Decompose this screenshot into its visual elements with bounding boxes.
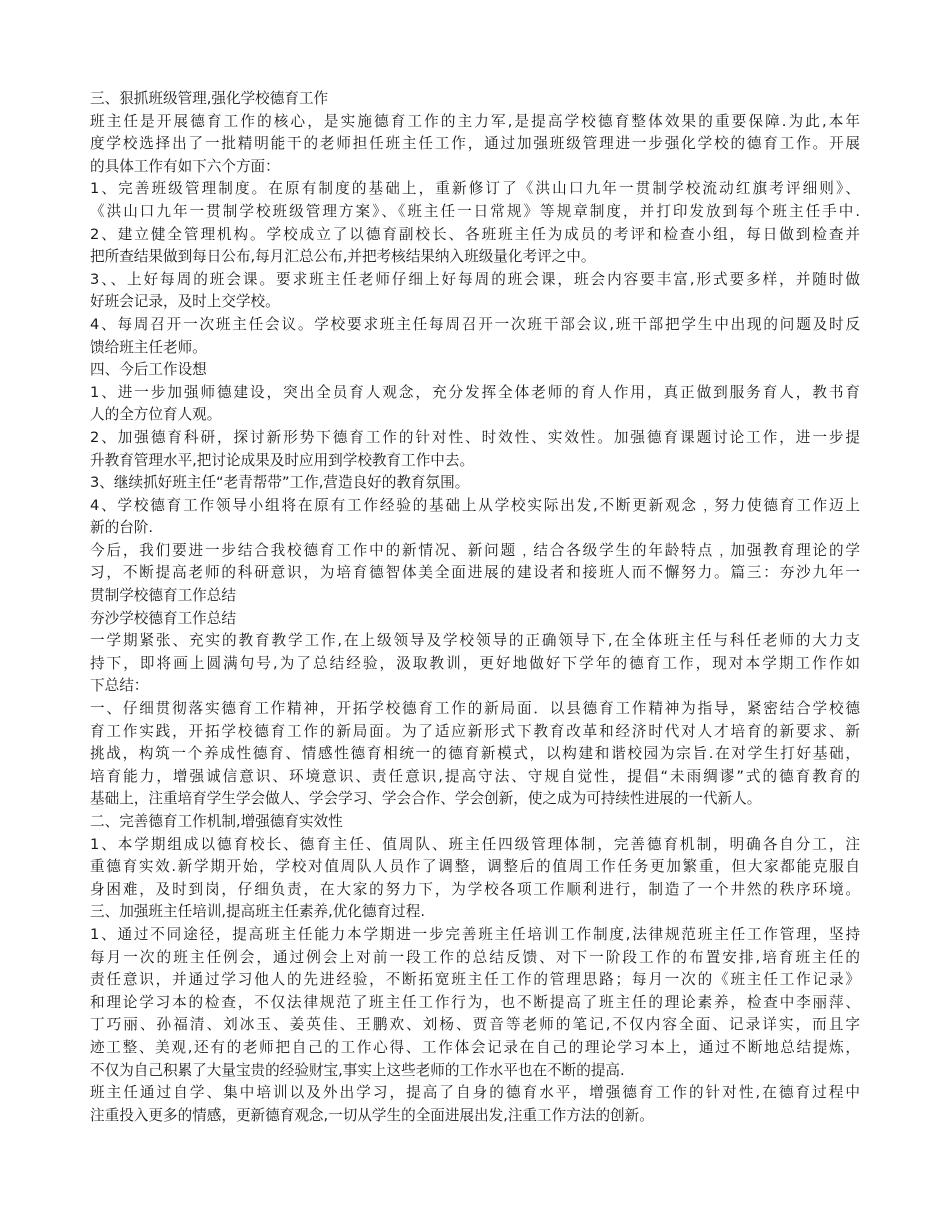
text-line: 下总结： — [90, 677, 149, 695]
text-line: 培育能力，增强诚信意识、环境意识、责任意识,提高守法、守规自觉性，提倡“未雨绸谬”式的德育教育的 — [90, 767, 860, 785]
text-line: 班主任是开展德育工作的核心，是实施德育工作的主力军,是提高学校德育整体效果的重要保障.为此,本年 — [90, 112, 860, 130]
text-line: 持下，即将画上圆满句号,为了总结经验，汲取教训，更好地做好下学年的德育工作，现对本学期工作作如 — [90, 654, 860, 672]
text-line: 2、建立健全管理机构。学校成立了以德育副校长、各班班主任为成员的考评和检查小组，每日做到检查并 — [90, 225, 860, 243]
text-line: 一、仔细贯彻落实德育工作精神，开拓学校德育工作的新局面．以县德育工作精神为指导，紧密结合学校德 — [90, 700, 860, 718]
text-line: 身困难，及时到岗，仔细负责，在大家的努力下，为学校各项工作顺利进行，制造了一个井然的秩序环境。 — [90, 880, 860, 898]
text-line: 挑战，构筑一个养成性德育、情感性德育相统一的德育新模式，以构建和谐校园为宗旨.在对学生打好基础， — [90, 745, 860, 763]
text-line: 馈给班主任老师。 — [90, 338, 207, 356]
text-line: 4、每周召开一次班主任会议。学校要求班主任每周召开一次班干部会议,班干部把学生中出现的问题及时反 — [90, 315, 860, 333]
text-line: 1、完善班级管理制度。在原有制度的基础上，重新修订了《洪山口九年一贯制学校流动红旗考评细则》、 — [90, 180, 860, 198]
text-line: 三、加强班主任培训,提高班主任素养,优化德育过程. — [90, 903, 425, 921]
text-line: 四、今后工作设想 — [90, 361, 207, 379]
text-line: 三、狠抓班级管理,强化学校德育工作 — [90, 90, 329, 107]
text-line: 二、完善德育工作机制,增强德育实效性 — [90, 813, 343, 830]
text-line: 育工作实践，开拓学校德育工作的新局面。为了适应新形式下教育改革和经济时代对人才培育的新要求、新 — [90, 722, 860, 740]
text-line: 和理论学习本的检查，不仅法律规范了班主任工作行为，也不断提高了班主任的理论素养，检查中李丽萍、 — [90, 993, 860, 1011]
text-line: 新的台阶. — [90, 519, 154, 537]
text-line: 迹工整、美观,还有的老师把自己的工作心得、工作体会记录在自己的理论学习本上，通过不断地总结提炼， — [90, 1038, 860, 1056]
text-line: 今后，我们要进一步结合我校德育工作中的新情况、新问题﹐结合各级学生的年龄特点﹐加强教育理论的学 — [90, 541, 860, 559]
text-line: 3、、上好每周的班会课。要求班主任老师仔细上好每周的班会课，班会内容要丰富,形式要多样，并随时做 — [90, 270, 860, 288]
text-line: 丁巧丽、孙福清、刘冰玉、姜英佳、王鹏欢、刘杨、贾音等老师的笔记,不仅内容全面、记录详实，而且字 — [90, 1016, 860, 1034]
document-body — [90, 88, 860, 1127]
text-line: 的具体工作有如下六个方面： — [90, 157, 280, 175]
text-line: 不仅为自己积累了大量宝贵的经验财宝,事实上这些老师的工作水平也在不断的提高. — [90, 1061, 625, 1079]
text-line: 夯沙学校德育工作总结 — [90, 609, 236, 627]
text-line: 2、加强德育科研，探讨新形势下德育工作的针对性、时效性、实效性。加强德育课题讨论工作，进一步提 — [90, 428, 860, 446]
text-line: 把所查结果做到每日公布,每月汇总公布,并把考核结果纳入班级量化考评之中。 — [90, 248, 596, 266]
text-line: 3、继续抓好班主任“老青帮带”工作,营造良好的教育氛围。 — [90, 474, 470, 492]
text-line: 基础上，注重培育学生学会做人、学会学习、学会合作、学会创新，使之成为可持续性进展的一代新人。 — [90, 790, 762, 808]
text-line: 责任意识，并通过学习他人的先进经验，不断拓宽班主任工作的管理思路；每月一次的《班主任工作记录》 — [90, 971, 860, 989]
text-line: 1、本学期组成以德育校长、德育主任、值周队、班主任四级管理体制，完善德育机制，明确各自分工，注 — [90, 835, 860, 853]
text-line: 4、学校德育工作领导小组将在原有工作经验的基础上从学校实际出发,不断更新观念﹐努力使德育工作迈上 — [90, 496, 860, 514]
text-line: 一学期紧张、充实的教育教学工作,在上级领导及学校领导的正确领导下,在全体班主任与科任老师的大力支 — [90, 632, 860, 650]
text-line: 重德育实效.新学期开始，学校对值周队人员作了调整，调整后的值周工作任务更加繁重，但大家都能克服自 — [90, 858, 860, 876]
text-line: 习，不断提高老师的科研意识，为培育德智体美全面进展的建设者和接班人而不懈努力。篇三：夯沙九年一 — [90, 564, 860, 582]
text-line: 人的全方位育人观。 — [90, 406, 222, 424]
text-line: 1、通过不同途径，提高班主任能力本学期进一步完善班主任培训工作制度,法律规范班主任工作管理，坚持 — [90, 925, 860, 943]
text-line: 好班会记录，及时上交学校。 — [90, 293, 280, 311]
text-line: 升教育管理水平,把讨论成果及时应用到学校教育工作中去。 — [90, 451, 475, 469]
text-line: 注重投入更多的情感，更新德育观念,一切从学生的全面进展出发,注重工作方法的创新。 — [90, 1106, 654, 1124]
text-line: 《洪山口九年一贯制学校班级管理方案》、《班主任一日常规》等规章制度，并打印发放到每个班主任手中. — [90, 202, 860, 220]
text-line: 度学校选择出了一批精明能干的老师担任班主任工作，通过加强班级管理进一步强化学校的德育工作。开展 — [90, 135, 860, 153]
text-line: 班主任通过自学、集中培训以及外出学习，提高了自身的德育水平，增强德育工作的针对性,在德育过程中 — [90, 1084, 860, 1102]
text-line: 每月一次的班主任例会，通过例会上对前一段工作的总结反馈、对下一阶段工作的布置安排,培育班主任的 — [90, 948, 860, 966]
text-line: 贯制学校德育工作总结 — [90, 587, 236, 605]
text-line: 1、进一步加强师德建设，突出全员育人观念，充分发挥全体老师的育人作用，真正做到服务育人，教书育 — [90, 383, 860, 401]
